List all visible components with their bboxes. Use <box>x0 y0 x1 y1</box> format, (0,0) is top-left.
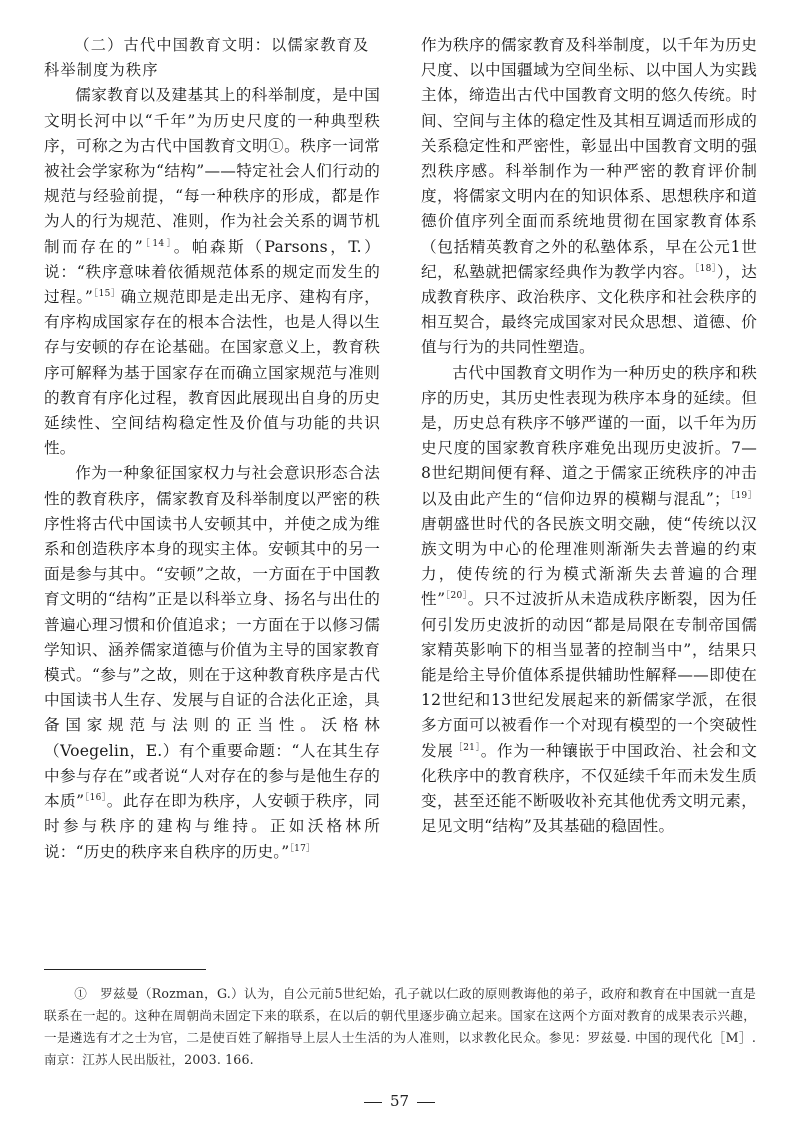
section-heading: （二）古代中国教育文明：以儒家教育及科举制度为秩序 <box>44 36 370 80</box>
page-footer <box>0 1092 799 1110</box>
left-column <box>44 33 380 865</box>
folio-dash-left <box>364 1102 382 1103</box>
footnote-divider <box>44 969 206 970</box>
citation-ref: ［15］ <box>93 289 121 300</box>
left-paragraph-1 <box>44 83 380 461</box>
citation-ref: ［17］ <box>289 843 316 854</box>
text-run: 。帕森斯（Parsons，T.）说：“秩序意味着依循规范体系的规定而发生的过程。” <box>44 237 380 307</box>
footnote <box>44 983 756 1071</box>
text-run: 确立规范即是走出无序、建构有序，有序构成国家存在的根本合法性，也是人得以生存与安顿的存在论基础。在国家意义上，教育秩序可解释为基于国家存在而确立国家规范与准则的教育有序化过程，教育因此展现出自身的历史延续性、空间结构稳定性及价值与功能的共识性。 <box>44 288 380 458</box>
right-paragraph-1 <box>421 33 757 361</box>
text-run: 作为秩序的儒家教育及科举制度，以千年为历史尺度、以中国疆域为空间坐标、以中国人为实践主体，缔造出古代中国教育文明的悠久传统。时间、空间与主体的稳定性及其相互调适而形成的关系稳定性和严密性，彰显出中国教育文明的强烈秩序感。科举制作为一种严密的教育评价制度，将儒家文明内在的知识体系、思想秩序和道德价值序列全面而系统地贯彻在国家教育体系（包括精英教育之外的私塾体系，早在公元1世纪，私塾就把儒家经典作为教学内容。 <box>421 36 757 281</box>
text-run: 古代中国教育文明作为一种历史的秩序和秩序的历史，其历史性表现为秩序本身的延续。但是，历史总有秩序不够严谨的一面，以千年为历史尺度的国家教育秩序难免出现历史波折。7—8世纪期间便有释、道之于儒家正统秩序的冲击以及由此产生的“信仰边界的模糊与混乱”； <box>421 363 757 508</box>
text-run: 。作为一种镶嵌于中国政治、社会和文化秩序中的教育秩序，不仅延续千年而未发生质变，甚至还能不断吸收补充其他优秀文明元素，足见文明“结构”及其基础的稳固性。 <box>421 741 757 836</box>
text-run: 。此存在即为秩序，人安顿于秩序，同时参与秩序的建构与维持。正如沃格林所说：“历史的秩序来自秩序的历史。” <box>44 792 380 861</box>
text-run: 。只不过波折从未造成秩序断裂，因为任何引发历史波折的动因“都是局限在专制帝国儒家精英影响下的相当显著的控制当中”，结果只能是给主导价值体系提供辅助性解释——即使在12世纪和13世纪发展起来的新儒家学派，在很多方面可以被看作一个对现有模型的一个突破性发展 <box>421 590 757 760</box>
citation-ref: ［16］ <box>84 793 107 804</box>
right-paragraph-2 <box>421 361 757 840</box>
footnote-marker: ① <box>74 986 88 1001</box>
right-column <box>421 33 757 840</box>
footnote-text: 罗兹曼（Rozman，G.）认为，自公元前5世纪始，孔子就以仁政的原则教诲他的弟子，政府和教育在中国就一直是联系在一起的。这种在周朝尚未固定下来的联系，在以后的朝代里逐步确立起来。国家在这两个方面对教育的成果表示兴趣，一是遴选有才之士为官，二是使百姓了解指导上层人士生活的为人准则，以求教化民众。参见：罗兹曼. 中国的现代化［M］. 南京：江苏人民出版社，2003. 166. <box>44 986 756 1067</box>
citation-ref: ［20］ <box>445 591 468 602</box>
page-number: 57 <box>389 1092 410 1110</box>
left-paragraph-2 <box>44 461 380 864</box>
text-run: ），达成教育秩序、政治秩序、文化秩序和社会秩序的相互契合，最终完成国家对民众思想、道德、价值与行为的共同性塑造。 <box>421 262 757 357</box>
citation-ref: ［19］ <box>729 490 757 501</box>
citation-ref: ［14］ <box>142 238 174 249</box>
text-run: 唐朝盛世时代的各民族文明交融，使“传统以汉族文明为中心的伦理准则渐渐失去普遍的约束力，使传统的行为模式渐渐失去普遍的合理性” <box>421 514 757 609</box>
folio-dash-right <box>417 1102 435 1103</box>
citation-ref: ［21］ <box>453 742 481 753</box>
text-run: 作为一种象征国家权力与社会意识形态合法性的教育秩序，儒家教育及科举制度以严密的秩序性将古代中国读书人安顿其中，并使之成为维系和创造秩序本身的现实主体。安顿其中的另一面是参与其中。“安顿”之故，一方面在于中国教育文明的“结构”正是以科举立身、扬名与出仕的普遍心理习惯和价值追求；一方面在于以修习儒学知识、涵养儒家道德与价值为主导的国家教育模式。“参与”之故，则在于这种教育秩序是古代中国读书人生存、发展与自证的合法化正途，具备国家规范与法则的正当性。沃格林（Voegelin，E.）有个重要命题：“人在其生存中参与存在”或者说“人对存在的参与是他生存的本质” <box>44 464 380 811</box>
citation-ref: ［18］ <box>694 263 717 274</box>
text-run: 儒家教育以及建基其上的科举制度，是中国文明长河中以“千年”为历史尺度的一种典型秩序，可称之为古代中国教育文明①。秩序一词常被社会学家称为“结构”——特定社会人们行动的规范与经验前提，“每一种秩序的形成，都是作为人的行为规范、准则，作为社会关系的调节机制而存在的” <box>44 86 380 256</box>
